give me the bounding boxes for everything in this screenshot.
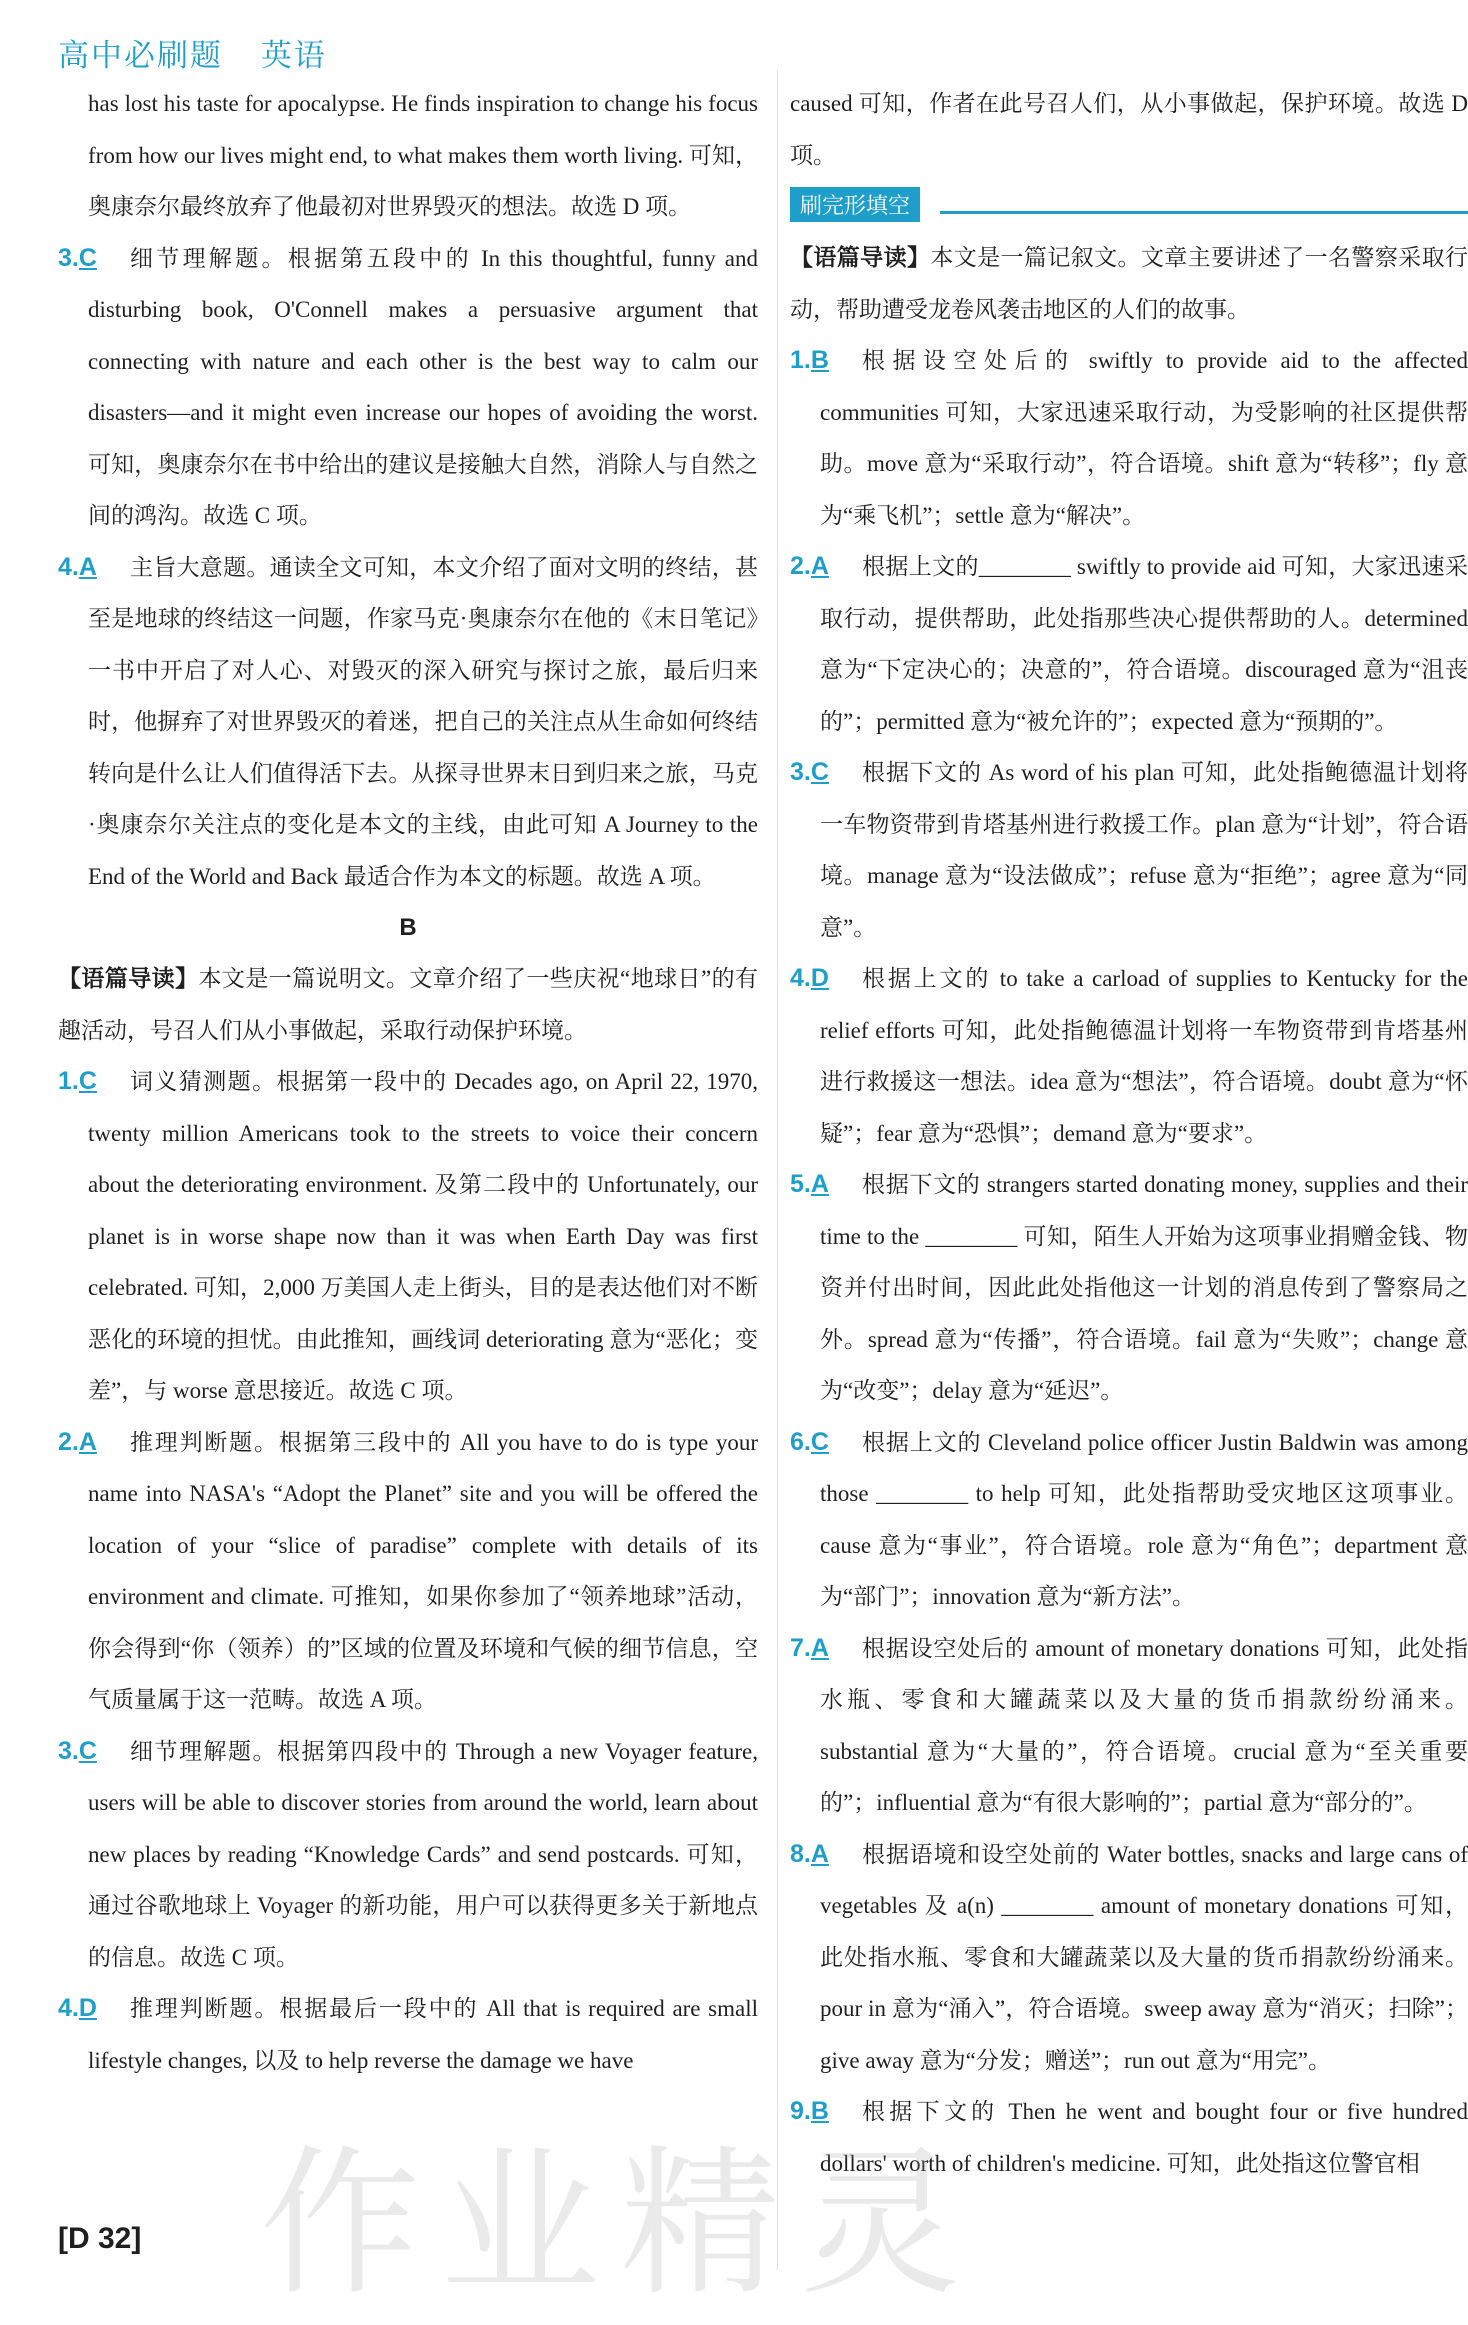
- left-column: [58, 78, 758, 2228]
- column-divider: [777, 70, 778, 2270]
- answer-number: [790, 541, 829, 593]
- question-number: 2.: [58, 1427, 79, 1456]
- guide-text: 本文是一篇说明文。文章介绍了一些庆祝“地球日”的有趣活动，号召人们从小事做起，采取行动保护环境。: [58, 966, 758, 1043]
- question-number: 8.: [790, 1839, 811, 1868]
- subject-label: 英语: [260, 38, 327, 74]
- question-number: 1.: [58, 1067, 79, 1095]
- answer-letter: A: [78, 552, 97, 581]
- continued-answer-text: has lost his taste for apocalypse. He finds inspiration to change his focus from how our lives might end, to what makes them worth living. 可知，奥康奈尔最终放弃了他最初对世界毁灭的想法。故选 D 项。: [88, 91, 758, 219]
- answer-explanation: 根据下文的 strangers started donating money, supplies and their time to the ________ 可知，陌生人开始为这项事业捐赠金钱、物资并付出时间，因此此处指他这一计划的消息传到了警察局之外。spread 意为“传播”，符合语境。fail 意为“失败”；change 意为“改变”；delay 意为“延迟”。: [820, 1172, 1468, 1403]
- guide-label: 【语篇导读】: [58, 966, 199, 991]
- banner-rule: [940, 211, 1468, 214]
- answer-explanation: 根据设空处后的 amount of monetary donations 可知，此处指水瓶、零食和大罐蔬菜以及大量的货币捐款纷纷涌来。substantial 意为“大量的”，符合语境。crucial 意为“至关重要的”；influential 意为“有很大影响的”；partial 意为“部分的”。: [820, 1635, 1468, 1815]
- answer-explanation: 根据语境和设空处前的 Water bottles, snacks and large cans of vegetables 及 a(n) ________ amount of monetary donations 可知，此处指水瓶、零食和大罐蔬菜以及大量的货币捐款纷纷涌来。pour in 意为“涌入”，符合语境。sweep away 意为“消灭；扫除”；give away 意为“分发；赠送”；run out 意为“用完”。: [820, 1841, 1468, 2073]
- question-number: 4.: [58, 1994, 79, 2022]
- section-heading-b: B: [399, 914, 417, 941]
- passage-guide: [58, 953, 758, 1056]
- question-number: 5.: [790, 1170, 811, 1198]
- answer-number: [58, 1417, 97, 1469]
- answer-number: [790, 2086, 829, 2138]
- answer-explanation: 根据设空处后的 swiftly to provide aid to the affected communities 可知，大家迅速采取行动，为受影响的社区提供帮助。move 意为“采取行动”，符合语境。shift 意为“转移”；fly 意为“乘飞机”；settle 意为“解决”。: [820, 348, 1468, 528]
- cloze-answer-list: [790, 335, 1468, 2189]
- answer-explanation: 根据下文的 Then he went and bought four or five hundred dollars' worth of children's medicine. 可知，此处指这位警官相: [820, 2099, 1468, 2176]
- answer-letter: A: [78, 1427, 97, 1456]
- cloze-section-banner: 刷完形填空: [790, 187, 920, 222]
- answer-item: [790, 953, 1468, 1159]
- question-number: 3.: [58, 243, 79, 272]
- answer-explanation: 主旨大意题。通读全文可知，本文介绍了面对文明的终结，甚至是地球的终结这一问题，作家马克·奥康奈尔在他的《末日笔记》一书中开启了对人心、对毁灭的深入研究与探讨之旅，最后归来时，他摒弃了对世界毁灭的着迷，把自己的关注点从生命如何终结转向是什么让人们值得活下去。从探寻世界末日到归来之旅，马克·奥康奈尔关注点的变化是本文的主线，由此可知 A Journey to the End of the World and Back 最适合作为本文的标题。故选 A 项。: [88, 554, 758, 889]
- answer-letter: C: [78, 1067, 97, 1095]
- answer-number: [58, 542, 97, 594]
- question-number: 3.: [790, 758, 811, 786]
- answer-explanation: 推理判断题。根据第三段中的 All you have to do is type your name into NASA's “Adopt the Planet” site and you will be offered the location of your “slice of paradise” complete with details of its environment and climate. 可推知，如果你参加了“领养地球”活动，你会得到“你（领养）的”区域的位置及环境和气候的细节信息，空气质量属于这一范畴。故选 A 项。: [88, 1429, 758, 1712]
- answer-list-a: [58, 233, 758, 903]
- answer-item: [790, 747, 1468, 953]
- question-number: 1.: [790, 346, 811, 374]
- answer-explanation: 细节理解题。根据第五段中的 In this thoughtful, funny and disturbing book, O'Connell makes a persuasive argument that connecting with nature and each other is the best way to calm our disasters—and it might even increase our hopes of avoiding the worst. 可知，奥康奈尔在书中给出的建议是接触大自然，消除人与自然之间的鸿沟。故选 C 项。: [88, 245, 758, 528]
- answer-explanation: 根据上文的________ swiftly to provide aid 可知，大家迅速采取行动，提供帮助，此处指那些决心提供帮助的人。determined 意为“下定决心的；决意的”，符合语境。discouraged 意为“沮丧的”；permitted 意为“被允许的”；expected 意为“预期的”。: [820, 554, 1468, 734]
- question-number: 4.: [790, 964, 811, 992]
- answer-number: [790, 953, 829, 1005]
- answer-explanation: 根据上文的 to take a carload of supplies to Kentucky for the relief efforts 可知，此处指鲍德温计划将一车物资带到肯塔基州进行救援这一想法。idea 意为“想法”，符合语境。doubt 意为“怀疑”；fear 意为“恐惧”；demand 意为“要求”。: [820, 966, 1468, 1146]
- answer-number: [790, 1829, 829, 1881]
- answer-letter: A: [810, 1839, 829, 1868]
- answer-number: [58, 1726, 97, 1778]
- continued-answer-text: caused 可知，作者在此号召人们，从小事做起，保护环境。故选 D 项。: [790, 91, 1468, 168]
- answer-item: [790, 2086, 1468, 2189]
- cloze-banner-row: [790, 181, 1468, 232]
- watermark: 作业精灵: [260, 2130, 981, 2317]
- answer-item: [58, 542, 758, 903]
- answer-number: [790, 1417, 829, 1469]
- answer-item: [58, 1056, 758, 1417]
- answer-explanation: 细节理解题。根据第四段中的 Through a new Voyager feature, users will be able to discover stories from around the world, learn about new places by reading “Knowledge Cards” and send postcards. 可知，通过谷歌地球上 Voyager 的新功能，用户可以获得更多关于新地点的信息。故选 C 项。: [88, 1738, 758, 1970]
- answer-letter: C: [78, 1736, 97, 1765]
- answer-explanation: 推理判断题。根据最后一段中的 All that is required are small lifestyle changes, 以及 to help reverse the damage we have: [88, 1996, 758, 2073]
- answer-item: [58, 1983, 758, 2086]
- answer-item: [790, 1417, 1468, 1623]
- answer-number: [58, 233, 97, 285]
- answer-list-b: [58, 1056, 758, 2086]
- answer-item: [790, 541, 1468, 747]
- answer-number: [790, 1159, 829, 1211]
- answer-letter: C: [810, 1427, 829, 1456]
- right-column: [790, 78, 1468, 2228]
- answer-letter: B: [810, 346, 829, 374]
- answer-item: [790, 1623, 1468, 1829]
- answer-number: [790, 335, 829, 387]
- guide-text: 本文是一篇记叙文。文章主要讲述了一名警察采取行动，帮助遭受龙卷风袭击地区的人们的故事。: [790, 245, 1468, 322]
- question-number: 4.: [58, 552, 79, 581]
- answer-letter: D: [810, 964, 829, 992]
- answer-letter: A: [810, 1170, 829, 1198]
- answer-letter: A: [810, 1633, 829, 1662]
- answer-item: [790, 335, 1468, 541]
- question-number: 7.: [790, 1633, 811, 1662]
- answer-item: [58, 233, 758, 542]
- answer-item: [790, 1829, 1468, 2087]
- answer-letter: C: [810, 758, 829, 786]
- answer-item: [58, 1417, 758, 1726]
- answer-letter: C: [78, 243, 97, 272]
- answer-item: [790, 1159, 1468, 1417]
- answer-number: [790, 1623, 829, 1675]
- answer-letter: A: [810, 552, 829, 580]
- answer-letter: D: [78, 1994, 97, 2022]
- answer-number: [790, 747, 829, 799]
- answer-number: [58, 1983, 97, 2035]
- answer-letter: B: [810, 2097, 829, 2125]
- question-number: 2.: [790, 552, 811, 580]
- book-title: 高中必刷题: [58, 38, 223, 74]
- answer-explanation: 词义猜测题。根据第一段中的 Decades ago, on April 22, 1970, twenty million Americans took to the streets to voice their concern about the deteriorating environment. 及第二段中的 Unfortunately, our planet is in worse shape now than it was when Earth Day was first celebrated. 可知，2,000 万美国人走上街头，目的是表达他们对不断恶化的环境的担忧。由此推知，画线词 deteriorating 意为“恶化；变差”，与 worse 意思接近。故选 C 项。: [88, 1069, 758, 1403]
- page-header: [58, 30, 353, 75]
- question-number: 9.: [790, 2097, 811, 2125]
- guide-label: 【语篇导读】: [790, 245, 931, 270]
- answer-explanation: 根据下文的 As word of his plan 可知，此处指鲍德温计划将一车物资带到肯塔基州进行救援工作。plan 意为“计划”，符合语境。manage 意为“设法做成”；refuse 意为“拒绝”；agree 意为“同意”。: [820, 760, 1468, 940]
- answer-number: [58, 1056, 97, 1108]
- answer-explanation: 根据上文的 Cleveland police officer Justin Baldwin was among those ________ to help 可知，此处指帮助受灾地区这项事业。cause 意为“事业”，符合语境。role 意为“角色”；department 意为“部门”；innovation 意为“新方法”。: [820, 1429, 1468, 1609]
- question-number: 3.: [58, 1736, 79, 1765]
- question-number: 6.: [790, 1427, 811, 1456]
- passage-guide: [790, 232, 1468, 335]
- page-number: [D 32]: [58, 2222, 142, 2255]
- answer-item: [58, 1726, 758, 1984]
